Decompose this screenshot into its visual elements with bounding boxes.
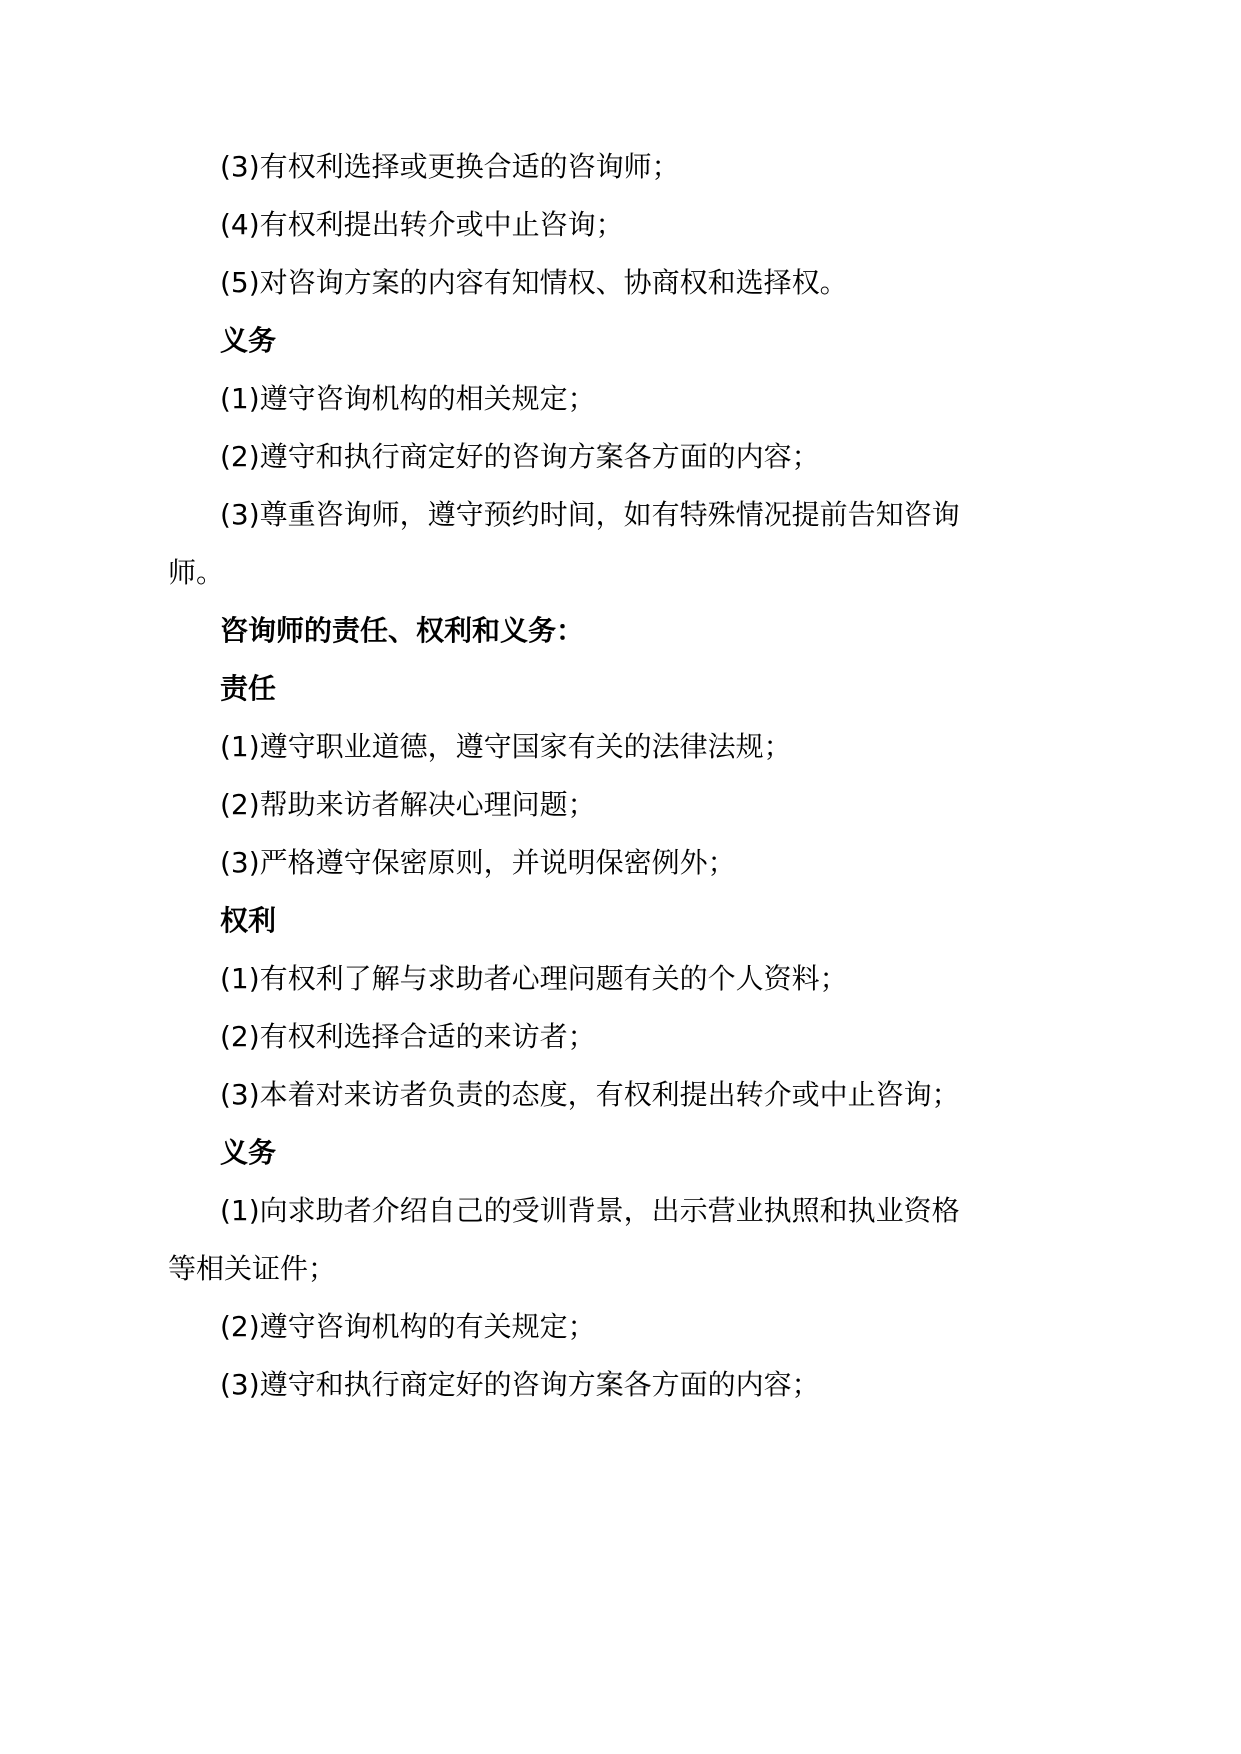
- responsibility-item: (2)帮助来访者解决心理问题；: [220, 788, 596, 821]
- rights-heading: 权利: [220, 904, 277, 937]
- client-duty-item-continuation: 师。: [168, 556, 225, 589]
- right-item: (3)本着对来访者负责的态度，有权利提出转介或中止咨询；: [220, 1078, 960, 1111]
- client-right-item: (5)对咨询方案的内容有知情权、协商权和选择权。: [220, 266, 848, 299]
- counselor-duty-item: (2)遵守咨询机构的有关规定；: [220, 1310, 596, 1343]
- client-duties-heading: 义务: [220, 324, 277, 357]
- responsibilities-heading: 责任: [220, 672, 277, 705]
- client-duty-item: (2)遵守和执行商定好的咨询方案各方面的内容；: [220, 440, 820, 473]
- responsibility-item: (3)严格遵守保密原则，并说明保密例外；: [220, 846, 736, 879]
- right-item: (1)有权利了解与求助者心理问题有关的个人资料；: [220, 962, 848, 995]
- document-body: [168, 138, 1008, 1414]
- responsibility-item: (1)遵守职业道德，遵守国家有关的法律法规；: [220, 730, 792, 763]
- counselor-duties-heading: 义务: [220, 1136, 277, 1169]
- counselor-section-title: 咨询师的责任、权利和义务：: [220, 614, 585, 647]
- client-duty-item: (3)尊重咨询师，遵守预约时间，如有特殊情况提前告知咨询: [220, 498, 960, 531]
- right-item: (2)有权利选择合适的来访者；: [220, 1020, 596, 1053]
- client-right-item: (4)有权利提出转介或中止咨询；: [220, 208, 624, 241]
- counselor-duty-item: (3)遵守和执行商定好的咨询方案各方面的内容；: [220, 1368, 820, 1401]
- client-duty-item: (1)遵守咨询机构的相关规定；: [220, 382, 596, 415]
- counselor-duty-item-continuation: 等相关证件；: [168, 1252, 337, 1285]
- counselor-duty-item: (1)向求助者介绍自己的受训背景，出示营业执照和执业资格: [220, 1194, 960, 1227]
- client-right-item: (3)有权利选择或更换合适的咨询师；: [220, 150, 680, 183]
